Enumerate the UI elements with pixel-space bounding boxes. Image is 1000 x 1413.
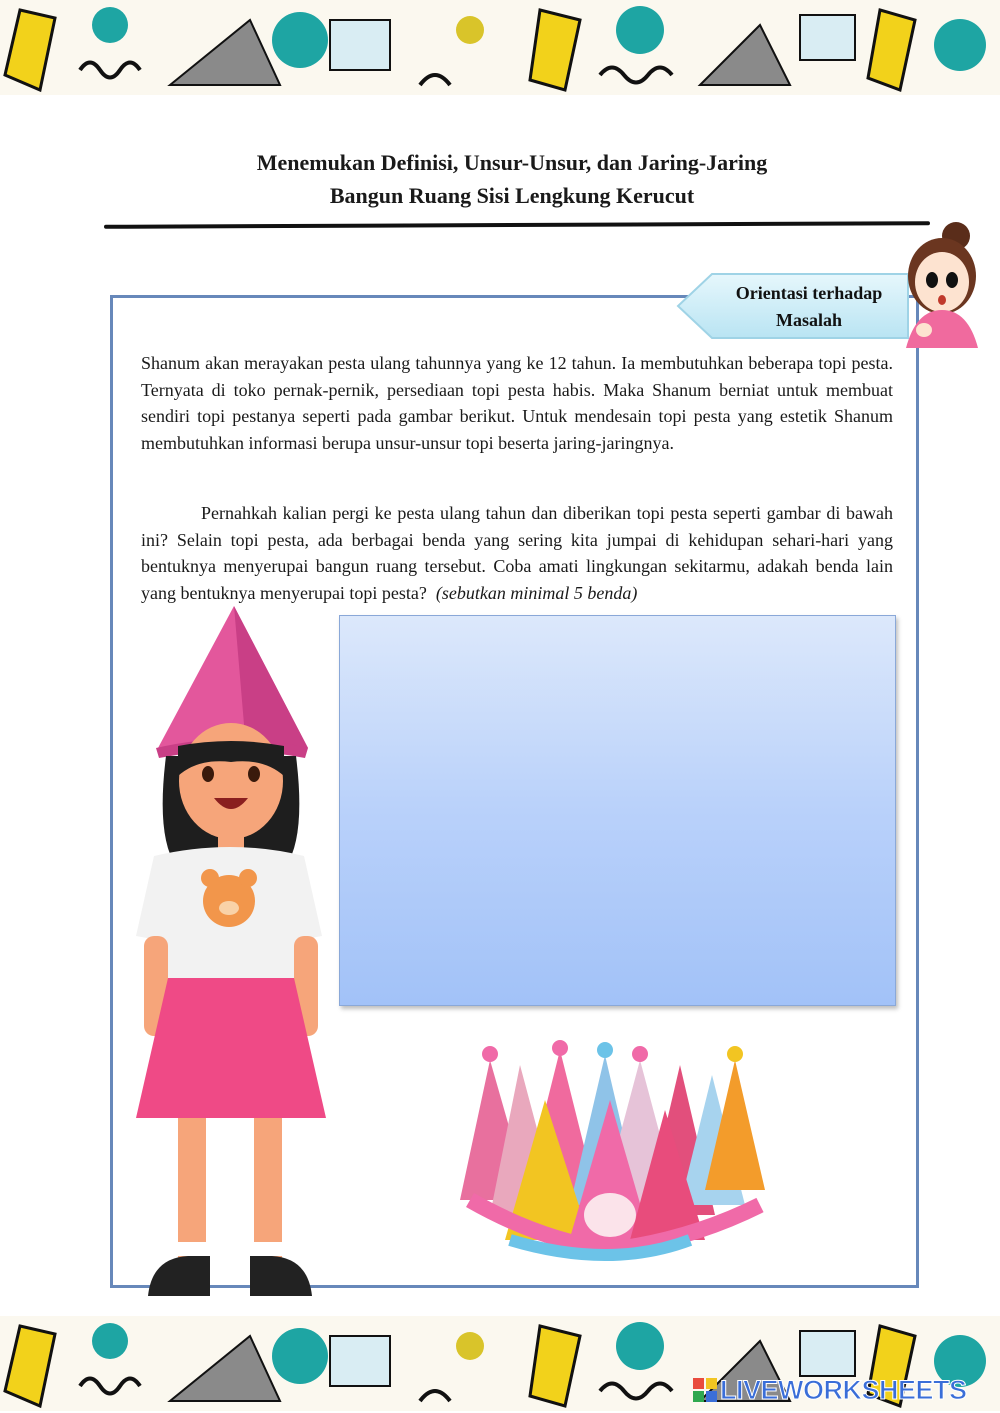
answer-input-box[interactable] [339,615,896,1006]
liveworksheets-watermark [692,1374,967,1406]
title-underline [104,221,930,229]
party-hats-picture [450,1040,780,1270]
title-line-1: Menemukan Definisi, Unsur-Unsur, dan Jaring-Jaring [256,150,768,175]
teacher-illustration [896,218,986,358]
question-paragraph [141,500,893,606]
tag-label [716,280,902,334]
watermark-text: LIVEWORKSHEETS [720,1374,967,1405]
page-title [100,146,924,212]
top-decorative-banner [0,0,1000,95]
question-note: (sebutkan minimal 5 benda) [435,582,638,603]
story-paragraph: Shanum akan merayakan pesta ulang tahunnya yang ke 12 tahun. Ia membutuhkan beberapa topi pesta. Ternyata di toko pernak-pernik, persediaan topi pesta habis. Maka Shanum berniat untuk membuat sendiri topi pestanya seperti pada gambar berikut. Untuk mendesain topi pesta yang estetik Shanum membutuhkan informasi berupa unsur-unsur topi beserta jaring-jaringnya. [141,353,893,453]
tag-label-line-1: Orientasi terhadap [735,283,883,303]
question-text: Pernahkah kalian pergi ke pesta ulang tahun dan diberikan topi pesta seperti gambar di bawah ini? Selain topi pesta, ada berbagai benda yang sering kita jumpai di kehidupan sehari-hari yang bentuknya menyerupai bangun ruang tersebut. Coba amati lingkungan sekitarmu, adakah benda lain yang bentuknya menyerupai topi pesta? [141,503,893,603]
girl-with-party-hat-illustration [126,606,331,1300]
liveworksheets-logo-icon [692,1377,718,1403]
title-line-2: Bangun Ruang Sisi Lengkung Kerucut [329,183,695,208]
memphis-pattern [5,6,986,90]
tag-label-line-2: Masalah [775,310,842,330]
section-tag [676,272,910,340]
